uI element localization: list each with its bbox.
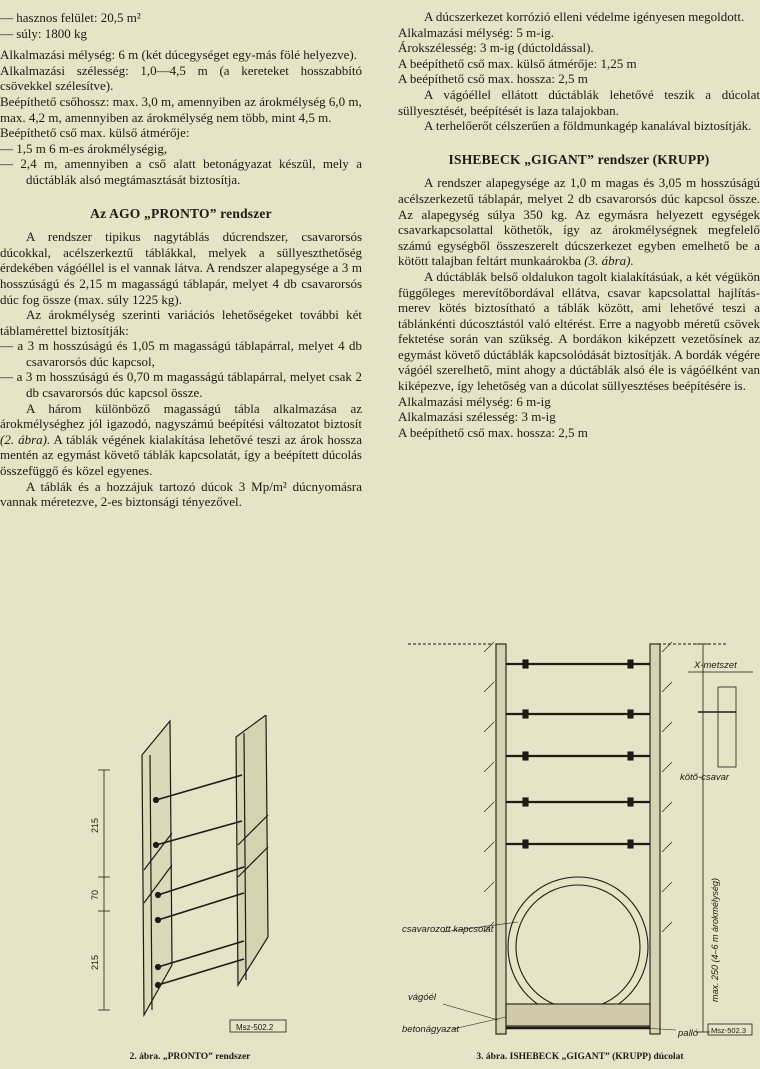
list-item: — hasznos felület: 20,5 m²	[0, 10, 141, 25]
gigant-figure	[398, 632, 760, 1042]
paragraph-text: A táblák végének kialakítása lehetővé teszi az árok hossza mentén az egymást követő táblák kapcsolatát, így a beépített dúcolás összefüggő és közel egyenes.	[0, 431, 362, 479]
figure-stamp: Msz-502.2	[236, 1023, 274, 1032]
param-line: Alkalmazási szélesség: 1,0—4,5 m (a kereteket hosszabbító csövekkel szélesítve).	[0, 62, 362, 94]
right-column	[398, 9, 760, 440]
paragraph: A táblák és a hozzájuk tartozó dúcok 3 Mp/m² dúcnyomásra vannak méretezve, 2-es biztonsági tényezővel.	[0, 478, 362, 510]
pronto-figure	[60, 715, 300, 1040]
paragraph-text: A rendszer alapegysége az 1,0 m magas és 3,05 m hosszúságú acélszerkezetű táblapár, melyet 2 db csavarorsós dúc kapcsol össze. Az alapegység súlya 350 kg. Az egymásra helyezett egységek csavarkapcsolattal köthetők, így az árokmélységnek megfelelő számú egységből összeszerelt dúcszerkezet egyben emelhető be a kötött talajban feltárt munkaárokba	[398, 175, 760, 269]
figure-label-cutting-edge: vágóél	[408, 992, 436, 1003]
param-line: Alkalmazási mélység: 6 m-ig	[398, 393, 551, 409]
param-line: — 1,5 m 6 m-es árokmélységig,	[0, 140, 168, 156]
paragraph: A dúctáblák belső oldalukon tagolt kialakításúak, a két végükön függőleges merevítőbordával ellátva, csavar kapcsolattal hajlítás-merev kötés biztosítható a táblák között, ami lehetővé teszi a táblánkénti dúcosztástól való eltérést. Erre a nagyobb méretű csövek fektetése során van szükség. A bordákon kiképzett vezetősínek az egymást követő dúctáblák kapcsolódását biztosítják. A bordák végére vágóél szerelhető, mint ahogy a dúctáblák alsó éle is vágóélként van kiképezve, így lehetőség van a dúcolat süllyesztéses beépítésére is.	[398, 268, 760, 394]
paragraph	[398, 175, 760, 269]
param-line: Alkalmazási szélesség: 3 m-ig	[398, 409, 556, 425]
param-line: Beépíthető cső max. külső átmérője:	[0, 125, 190, 141]
figure-label-depth: max. 250 (4–6 m árokmélység)	[710, 877, 720, 1002]
figure-label-plank: palló	[678, 1028, 699, 1039]
param-line: A beépíthető cső max. hossza: 2,5 m	[398, 71, 588, 87]
param-line: A beépíthető cső max. külső átmérője: 1,25 m	[398, 55, 637, 71]
dimension-label: 70	[90, 889, 100, 900]
figure-caption: 3. ábra. ISHEBECK „GIGANT” (KRUPP) dúcolat	[476, 1052, 684, 1062]
param-line: Árokszélesség: 3 m-ig (dúctoldással).	[398, 40, 594, 56]
param-line: max. 4,2 m, amennyiben az árokmélység nem több, mint 4,5 m.	[0, 109, 332, 125]
figure-caption: 2. ábra. „PRONTO” rendszer	[129, 1052, 251, 1062]
section-heading: ISHEBECK „GIGANT” rendszer (KRUPP)	[448, 151, 710, 167]
param-line: Alkalmazási mélység: 5 m-ig.	[398, 24, 554, 40]
param-line: — 2,4 m, amennyiben a cső alatt betonágyazat készül, mely a dúctáblák alsó megtámasztását biztosítja.	[0, 156, 362, 187]
figure-label-bolt: kötő-csavar	[680, 772, 730, 783]
figure-label-screw-joint: csavarozott kapcsolat	[402, 924, 494, 935]
param-line: Beépíthető csőhossz: max. 3,0 m, amennyiben az árokmélység 6,0 m,	[0, 93, 362, 109]
param-line: A beépíthető cső max. hossza: 2,5 m	[398, 424, 588, 440]
paragraph: A vágóéllel ellátott dúctáblák lehetővé teszik a dúcolat süllyesztését, beépítését is laza talajokban.	[398, 86, 760, 118]
left-column	[0, 10, 362, 510]
paragraph: Az árokmélység szerinti variációs lehetőségeket további két táblamérettel biztosítják:	[0, 307, 362, 338]
figure-label-concrete-bed: betonágyazat	[402, 1024, 460, 1035]
list-item: — a 3 m hosszúságú és 1,05 m magasságú táblapárral, melyet 4 db csavarorsós dúc kapcsol,	[0, 338, 362, 369]
figure-reference: (3. ábra).	[584, 253, 634, 269]
list-item: — a 3 m hosszúságú és 0,70 m magasságú táblapárral, melyet csak 2 db csavarorsós dúc kapcsol össze.	[0, 369, 362, 401]
figure-reference: (2. ábra).	[0, 431, 51, 447]
param-line: Alkalmazási mélység: 6 m (két dúcegységet egy-más fölé helyezve).	[0, 47, 358, 63]
paragraph: A dúcszerkezet korrózió elleni védelme igényesen megoldott.	[424, 9, 745, 24]
section-heading: Az AGO „PRONTO” rendszer	[90, 205, 272, 221]
paragraph: A rendszer tipikus nagytáblás dúcrendszer, csavarorsós dúcokkal, acélszerkeztű táblákkal, melyek a süllyeszthetőség érdekében vágóéllel is el vannak látva. A rendszer alapegysége a 3 m hosszúságú és 2,15 m magasságú táblapár, melyet 4 db csavarorsós dúc fog össze (max. súly 1225 kg).	[0, 229, 362, 307]
figure-stamp: Msz-502.3	[711, 1026, 747, 1035]
paragraph	[0, 401, 362, 479]
paragraph-text: A három különböző magasságú tábla alkalmazása az árokmélységhez jól igazodó, nagyszámú beépítési változatot biztosít	[0, 400, 362, 432]
dimension-label: 215	[90, 954, 100, 970]
figure-label-section: X-metszet	[694, 660, 737, 671]
paragraph: A terhelőerőt célszerűen a földmunkagép kanalával biztosítják.	[424, 118, 752, 134]
list-item: — súly: 1800 kg	[0, 25, 88, 41]
dimension-label: 215	[90, 817, 100, 833]
